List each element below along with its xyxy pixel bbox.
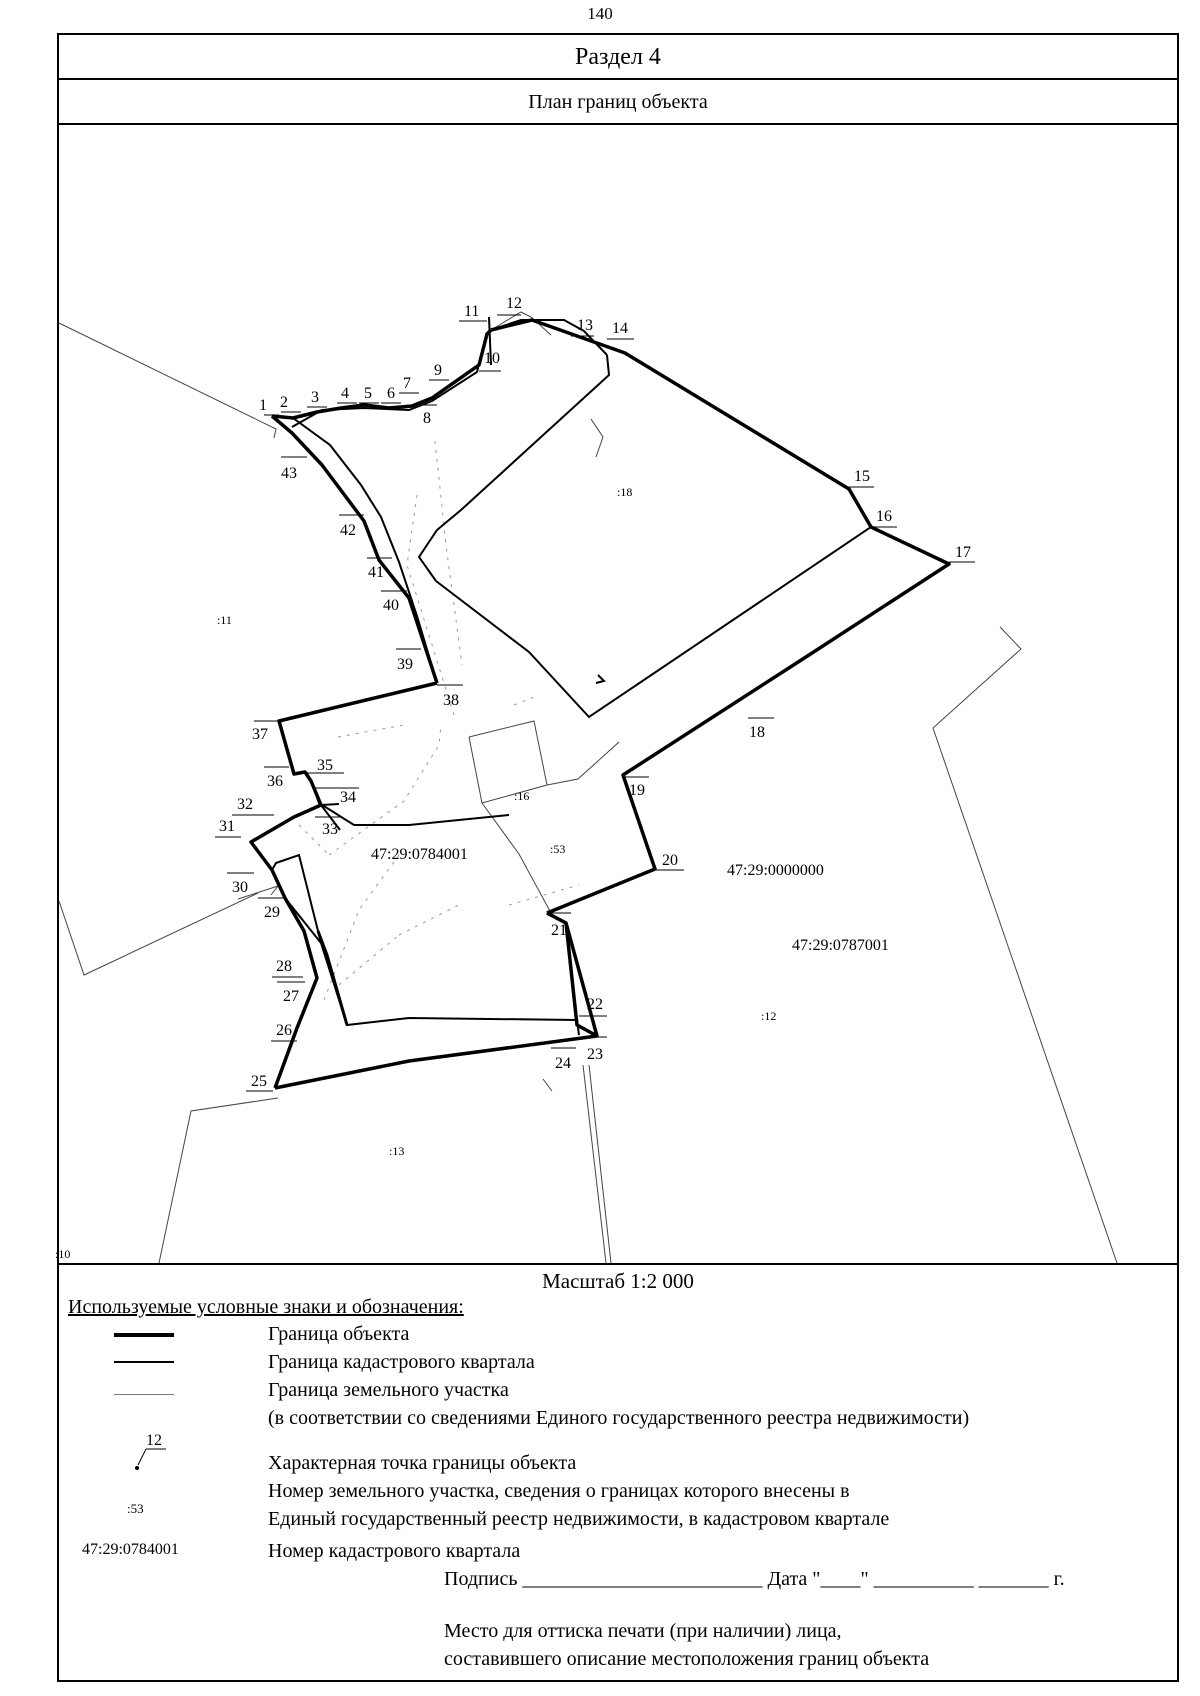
quarter-label-0787001: 47:29:0787001 [792,937,889,954]
parcel-12-boundary [933,627,1117,1263]
parcel-53-boundary-east [547,742,619,785]
point-17 [949,544,975,562]
point-4 [337,385,357,403]
legend-heading: Используемые условные знаки и обозначения: [68,1296,464,1318]
road-line-2 [589,1065,611,1263]
point-7 [399,375,419,393]
svg-text:42: 42 [340,522,356,539]
point-30 [227,873,254,896]
object-boundary-interior [318,931,347,1025]
svg-text:37: 37 [252,726,268,743]
svg-text:8: 8 [423,410,431,427]
point-20 [655,852,684,870]
svg-text:36: 36 [267,773,283,790]
svg-text:15: 15 [854,468,870,485]
point-35 [304,757,344,774]
parcel-labels [55,485,776,1261]
point-labels [215,295,975,1091]
parcel-label-12: :12 [761,1009,777,1023]
point-12 [497,295,522,315]
point-22 [579,996,607,1016]
point-2 [280,394,301,412]
point-15 [849,468,874,487]
point-16 [871,508,897,527]
parcel-boundary-symbol [114,1394,174,1395]
svg-text:39: 39 [397,656,413,673]
point-14 [607,320,634,339]
section-title: Раздел 4 [59,35,1177,80]
point-25 [246,1073,273,1091]
svg-text:11: 11 [464,303,480,320]
svg-text:18: 18 [749,724,765,741]
parcel-label-11: :11 [217,613,232,627]
parcel-11-boundary [59,323,276,438]
svg-text:43: 43 [281,465,297,482]
map-scale: Масштаб 1:2 000 [542,1269,694,1293]
point-38 [437,685,463,709]
point-24 [551,1048,576,1072]
legend-parcel-boundary-line2: (в соответствии со сведениями Единого государственного реестра недвижимости) [268,1407,970,1429]
svg-text:26: 26 [276,1022,292,1039]
svg-text:22: 22 [587,996,603,1013]
parcel-number-sample: :53 [127,1501,144,1516]
legend-point: Характерная точка границы объекта [268,1452,577,1474]
parcel-label-13: :13 [389,1144,405,1158]
point-28 [272,958,303,977]
svg-text:31: 31 [219,818,235,835]
point-39 [396,649,421,673]
svg-text:35: 35 [317,757,333,774]
svg-text:17: 17 [955,544,971,561]
signature-line: Подпись ________________________ Дата "____" __________ _______ г. [444,1568,1065,1590]
point-31 [215,818,241,837]
parcel-label-53: :53 [550,842,566,856]
point-43 [281,457,307,482]
parcel-boundaries [59,312,1117,1263]
svg-text:19: 19 [629,782,645,799]
svg-text:14: 14 [612,320,628,337]
stamp-note-line2: составившего описание местоположения границ объекта [444,1648,930,1670]
point-1 [259,397,279,415]
point-36 [264,767,289,790]
quarter-labels [371,846,889,954]
page-number: 140 [587,4,613,23]
svg-text:33: 33 [322,821,338,838]
road-line-1 [583,1065,606,1263]
svg-text:38: 38 [443,692,459,709]
point-5 [359,385,379,403]
parcel-12-road-edge [543,1079,552,1091]
plan-title: План границ объекта [59,80,1177,125]
point-37 [252,721,279,743]
svg-text:10: 10 [484,350,500,367]
stamp-note-line1: Место для оттиска печати (при наличии) лица, [444,1620,842,1642]
boundary-plan-map [55,125,1177,1265]
point-18 [748,718,774,741]
svg-text:9: 9 [434,362,442,379]
svg-text:24: 24 [555,1055,571,1072]
point-symbol [128,1431,188,1479]
legend-object-boundary: Граница объекта [268,1323,410,1345]
point-9 [429,362,449,380]
legend-quarter-number: Номер кадастрового квартала [268,1540,521,1562]
boundary-14-spur [591,419,603,457]
svg-text:21: 21 [551,922,567,939]
svg-text:4: 4 [341,385,349,402]
svg-text:7: 7 [403,375,411,392]
parcel-label-10: :10 [55,1247,71,1261]
svg-text:12: 12 [146,1432,162,1449]
point-27 [277,982,305,1005]
svg-text:30: 30 [232,879,248,896]
svg-text:27: 27 [283,988,299,1005]
point-23 [581,1037,607,1063]
svg-text:41: 41 [368,564,384,581]
legend-quarter-boundary: Граница кадастрового квартала [268,1351,535,1373]
svg-text:28: 28 [276,958,292,975]
svg-text:16: 16 [876,508,892,525]
svg-text:5: 5 [364,385,372,402]
quarter-label-0784001: 47:29:0784001 [371,846,468,863]
parcel-label-16: :16 [514,789,530,803]
parcel-13-boundary [159,1098,278,1263]
parcel-11-boundary-south [59,893,258,975]
quarter-number-sample: 47:29:0784001 [82,1541,179,1558]
svg-text:13: 13 [577,317,593,334]
svg-text:40: 40 [383,597,399,614]
point-6 [381,385,401,403]
point-3 [307,389,327,407]
svg-text:2: 2 [280,394,288,411]
point-11 [459,303,487,321]
svg-text:23: 23 [587,1046,603,1063]
legend-parcel-number-line1: Номер земельного участка, сведения о границах которого внесены в [268,1480,850,1502]
svg-text:20: 20 [662,852,678,869]
svg-text:1: 1 [259,397,267,414]
quarter-boundary-symbol [114,1361,174,1363]
map-drawing [55,125,1177,1263]
legend-parcel-number-line2: Единый государственный реестр недвижимости, в кадастровом квартале [268,1508,890,1530]
point-32 [232,796,274,815]
point-33 [315,817,341,838]
quarter-label-0000000: 47:29:0000000 [727,862,824,879]
parcel-16-boundary [469,721,547,803]
parcel-53-boundary [482,803,551,913]
svg-text:6: 6 [387,385,395,402]
object-boundary [251,320,949,1088]
svg-text:34: 34 [340,789,356,806]
legend-area [59,1265,1177,1680]
point-40 [381,591,407,614]
svg-text:25: 25 [251,1073,267,1090]
svg-text:29: 29 [264,904,280,921]
svg-text:32: 32 [237,796,253,813]
point-8 [419,405,437,427]
parcel-label-18: :18 [617,485,633,499]
document-frame [57,33,1179,1682]
svg-text:3: 3 [311,389,319,406]
svg-text:12: 12 [506,295,522,312]
point-29 [258,898,285,921]
legend-parcel-boundary-line1: Граница земельного участка [268,1379,509,1401]
object-boundary-symbol [114,1333,174,1337]
